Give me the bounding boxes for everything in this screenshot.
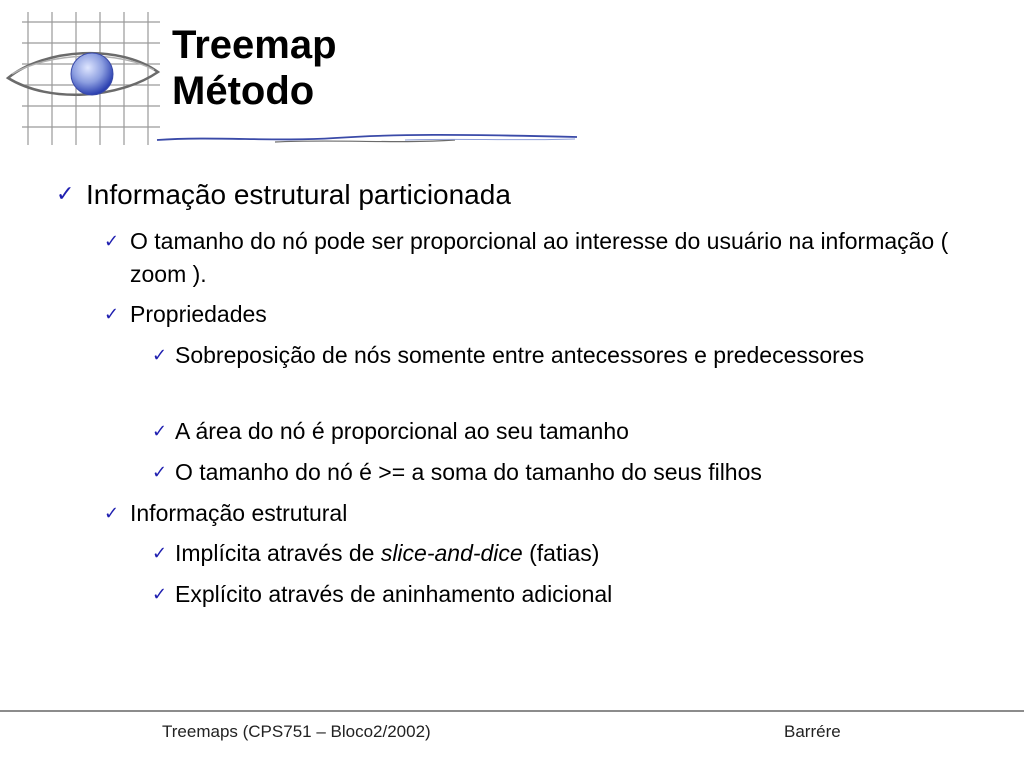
bullet-text-post: (fatias)	[522, 540, 600, 566]
check-icon: ✓	[104, 304, 120, 325]
list-item	[152, 339, 1002, 372]
check-icon: ✓	[56, 182, 75, 207]
check-icon: ✓	[152, 345, 168, 366]
bullet-text: A área do nó é proporcional ao seu tamanho	[175, 418, 629, 444]
list-item	[152, 415, 1002, 448]
list-item	[104, 497, 994, 530]
list-item	[152, 537, 1002, 570]
bullet-text: Informação estrutural particionada	[86, 179, 511, 210]
title-underline	[155, 128, 580, 148]
eye-grid-logo	[0, 0, 165, 150]
slide-title-line1: Treemap	[172, 23, 337, 67]
list-item	[104, 298, 994, 331]
bullet-text: Propriedades	[130, 301, 267, 327]
slide-title-line2: Método	[172, 69, 315, 113]
check-icon: ✓	[104, 503, 120, 524]
list-item	[56, 175, 1006, 215]
list-item	[104, 225, 994, 291]
bullet-text-italic: slice-and-dice	[380, 540, 523, 566]
bullet-text: Explícito através de aninhamento adicional	[175, 581, 613, 607]
bullet-text: Informação estrutural	[130, 500, 348, 526]
check-icon: ✓	[104, 231, 120, 252]
check-icon: ✓	[152, 584, 168, 605]
footer-author: Barrére	[784, 722, 841, 741]
check-icon: ✓	[152, 462, 168, 483]
check-icon: ✓	[152, 543, 168, 564]
slide-title	[172, 22, 337, 114]
bullet-text: O tamanho do nó pode ser proporcional ao interesse do usuário na informação ( zoom ).	[130, 228, 949, 287]
footer-divider	[0, 710, 1024, 712]
bullet-text: O tamanho do nó é >= a soma do tamanho do seus filhos	[175, 459, 762, 485]
footer-course: Treemaps (CPS751 – Bloco2/2002)	[162, 722, 431, 741]
bullet-text-pre: Implícita através de	[175, 540, 381, 566]
list-item	[152, 456, 1002, 489]
check-icon: ✓	[152, 421, 168, 442]
list-item	[152, 578, 1002, 611]
bullet-text	[175, 537, 1002, 570]
bullet-text: Sobreposição de nós somente entre antecessores e predecessores	[175, 342, 865, 368]
